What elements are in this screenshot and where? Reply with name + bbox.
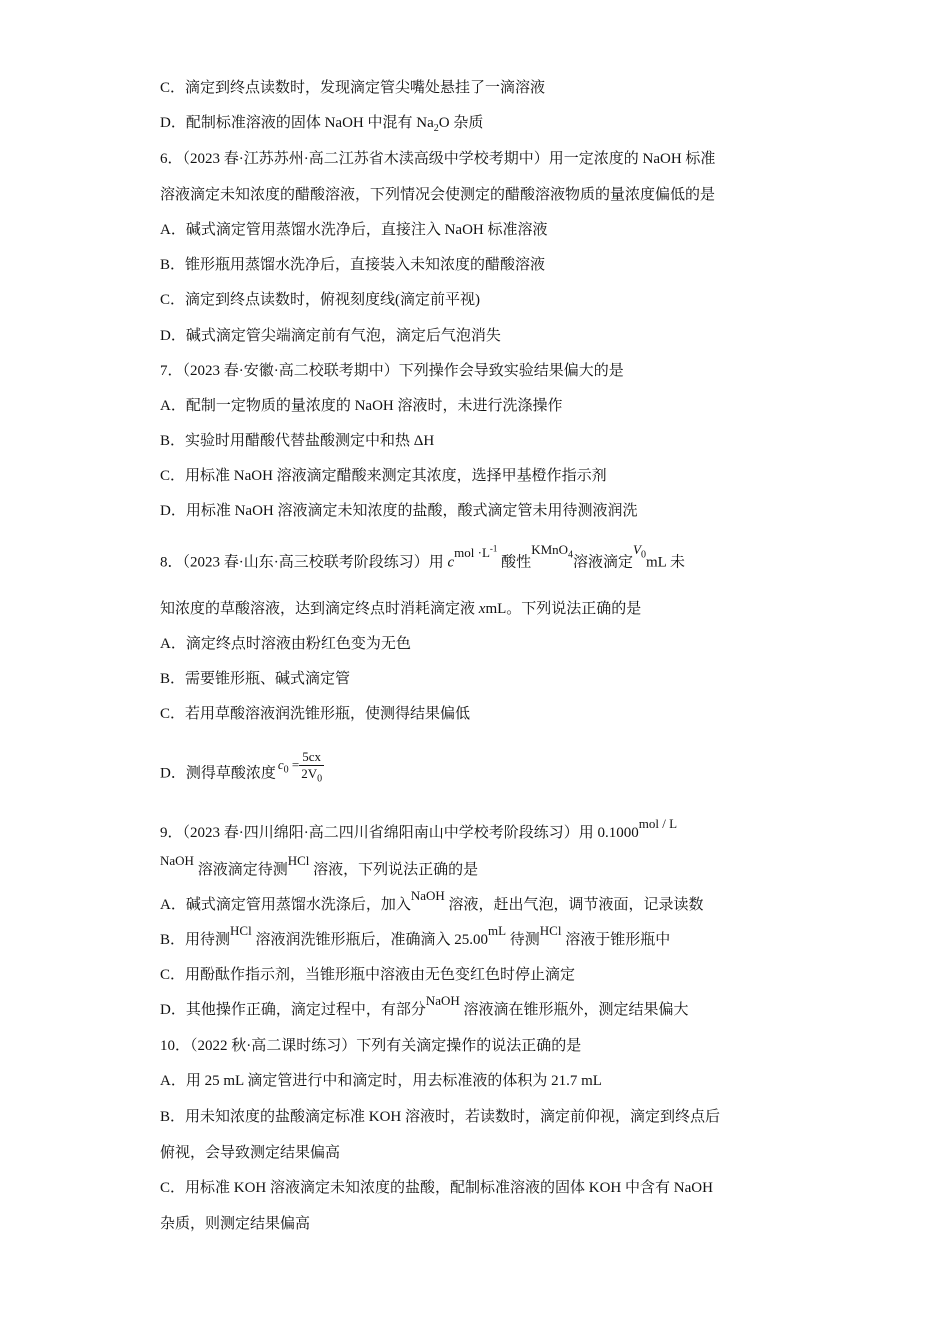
q9-stem-line1: 9．（2023 春·四川绵阳·高二四川省绵阳南山中学校考阶段练习）用 0.1000mol / L (160, 816, 678, 841)
q8-option-c: C．若用草酸溶液润洗锥形瓶，使测得结果偏低 (160, 706, 471, 722)
q8-stem-line1: 8．（2023 春·山东·高三校联考阶段练习）用 cmol $\cdot L^{-1}$ 酸性KMnO$_4$溶液滴定$V_0mL$ 未 (160, 542, 686, 571)
q6-option-c: C．滴定到终点读数时，俯视刻度线(滴定前平视) (160, 292, 480, 308)
q9-option-c: C．用酚酞作指示剂，当锥形瓶中溶液由无色变红色时停止滴定 (160, 967, 576, 983)
q6-option-a: A．碱式滴定管用蒸馏水洗净后，直接注入 NaOH 标准溶液 (160, 222, 548, 238)
q8-option-d: D．测得草酸浓度$c_0$ = $\frac{5cx}{2V_0}$ (160, 755, 324, 794)
q10-option-b-line1: B．用未知浓度的盐酸滴定标准 KOH 溶液时，若读数时，滴定前仰视，滴定到终点后 (160, 1109, 721, 1125)
q10-option-b-line2: 俯视，会导致测定结果偏高 (160, 1145, 341, 1161)
q5-option-d: D．配制标准溶液的固体 NaOH 中混有 $Na_2O$ 杂质 (160, 115, 484, 134)
q9-option-d: D．其他操作正确，滴定过程中，有部分NaOH 溶液滴在锥形瓶外，测定结果偏大 (160, 993, 689, 1018)
q7-stem: 7．（2023 春·安徽·高二校联考期中）下列操作会导致实验结果偏大的是 (160, 363, 624, 379)
q7-option-c: C．用标准 NaOH 溶液滴定醋酸来测定其浓度，选择甲基橙作指示剂 (160, 468, 607, 484)
q10-stem: 10．（2022 秋·高二课时练习）下列有关滴定操作的说法正确的是 (160, 1038, 582, 1054)
q7-option-d: D．用标准 NaOH 溶液滴定未知浓度的盐酸，酸式滴定管未用待测液润洗 (160, 503, 638, 519)
q10-option-a: A．用 25 mL 滴定管进行中和滴定时，用去标准液的体积为 21.7 mL (160, 1073, 602, 1089)
q5-option-c: C．滴定到终点读数时，发现滴定管尖嘴处悬挂了一滴溶液 (160, 80, 546, 96)
q9-option-a: A．碱式滴定管用蒸馏水洗涤后，加入NaOH 溶液，赶出气泡，调节液面，记录读数 (160, 888, 704, 913)
q9-stem-line2: NaOH 溶液滴定待测HCl 溶液，下列说法正确的是 (160, 853, 479, 878)
q8-option-b: B．需要锥形瓶、碱式滴定管 (160, 671, 351, 687)
q10-option-c-line1: C．用标准 KOH 溶液滴定未知浓度的盐酸，配制标准溶液的固体 KOH 中含有 NaOH (160, 1180, 713, 1196)
q8-stem-line2: 知浓度的草酸溶液，达到滴定终点时消耗滴定液 xmL。下列说法正确的是 (160, 601, 642, 617)
concentration-fraction: $\frac{5cx}{2V_0}$ (301, 749, 323, 785)
q6-stem-line2: 溶液滴定未知浓度的醋酸溶液，下列情况会使测定的醋酸溶液物质的量浓度偏低的是 (160, 187, 716, 203)
q9-option-b: B．用待测HCl 溶液润洗锥形瓶后，准确滴入 25.00mL 待测HCl 溶液于锥形瓶中 (160, 923, 671, 948)
q10-option-c-line2: 杂质，则测定结果偏高 (160, 1216, 311, 1232)
q7-option-b: B．实验时用醋酸代替盐酸测定中和热 ΔH (160, 433, 435, 449)
q6-stem-line1: 6．（2023 春·江苏苏州·高二江苏省木渎高级中学校考期中）用一定浓度的 NaOH 标准 (160, 151, 716, 167)
q7-option-a: A．配制一定物质的量浓度的 NaOH 溶液时，未进行洗涤操作 (160, 398, 563, 414)
q8-option-a: A．滴定终点时溶液由粉红色变为无色 (160, 636, 411, 652)
q6-option-d: D．碱式滴定管尖端滴定前有气泡，滴定后气泡消失 (160, 328, 501, 344)
q6-option-b: B．锥形瓶用蒸馏水洗净后，直接装入未知浓度的醋酸溶液 (160, 257, 546, 273)
